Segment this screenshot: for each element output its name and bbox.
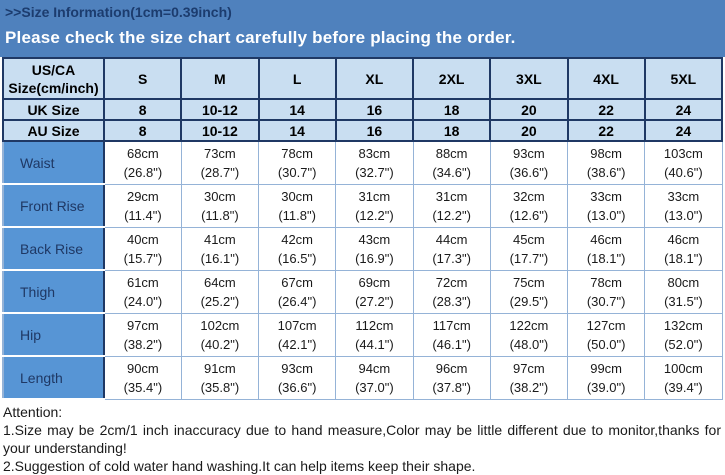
cm-value: 67cm (281, 274, 314, 290)
inch-value: (16.1") (200, 250, 240, 266)
measurement-value-cell (568, 270, 645, 313)
cm-value: 100cm (663, 360, 703, 376)
cm-value: 30cm (203, 188, 236, 204)
measurement-value-cell (259, 270, 336, 313)
inch-value: (35.8") (200, 379, 240, 395)
au-size-value: 14 (259, 120, 336, 141)
cm-value: 117cm (432, 317, 471, 333)
inch-value: (28.3") (432, 293, 471, 309)
size-header-row (3, 58, 722, 99)
cm-value: 93cm (281, 360, 314, 376)
size-header-2xl: 2XL (413, 58, 490, 99)
inch-value: (12.6") (509, 207, 549, 223)
size-warning-text: Please check the size chart carefully before placing the order. (5, 28, 516, 47)
cm-value: 112cm (355, 317, 394, 333)
inch-value: (46.1") (432, 336, 471, 352)
cm-value: 107cm (277, 317, 317, 333)
inch-value: (32.7") (355, 164, 394, 180)
hip-label: Hip (3, 313, 104, 356)
attention-title: Attention: (3, 404, 63, 420)
au-size-row (3, 120, 722, 141)
cm-value: 75cm (512, 274, 545, 290)
measurement-value-cell (413, 141, 490, 184)
inch-value: (13.0") (586, 207, 626, 223)
measurement-value-cell (259, 356, 336, 399)
cm-value: 88cm (435, 145, 468, 161)
cm-value: 33cm (590, 188, 623, 204)
measurement-value-cell (336, 227, 413, 270)
cm-value: 98cm (590, 145, 623, 161)
measurement-value-cell (181, 184, 258, 227)
measurement-value-cell (259, 313, 336, 356)
measurement-value-cell (568, 313, 645, 356)
uk-size-value: 22 (568, 99, 645, 120)
cm-value: 80cm (667, 274, 700, 290)
inch-value: (40.6") (664, 164, 703, 180)
cm-value: 61cm (126, 274, 159, 290)
measurement-value-cell (568, 227, 645, 270)
inch-value: (26.4") (277, 293, 317, 309)
cm-value: 73cm (203, 145, 236, 161)
inch-value: (40.2") (200, 336, 240, 352)
measurement-value-cell (181, 313, 258, 356)
inch-value: (37.8") (432, 379, 471, 395)
size-header-xl: XL (336, 58, 413, 99)
top-banner (0, 0, 725, 57)
cm-value: 122cm (509, 317, 549, 333)
attention-note-2: 2.Suggestion of cold water hand washing.It can help items keep their shape. (3, 458, 476, 474)
measurement-value-cell (336, 184, 413, 227)
inch-value: (24.0") (123, 293, 163, 309)
inch-value: (38.2") (509, 379, 549, 395)
inch-value: (12.2") (432, 207, 471, 223)
uk-size-value: 10-12 (181, 99, 258, 120)
inch-value: (30.7") (277, 164, 317, 180)
inch-value: (17.3") (432, 250, 471, 266)
inch-value: (27.2") (355, 293, 394, 309)
measurement-value-cell (181, 227, 258, 270)
au-size-value: 10-12 (181, 120, 258, 141)
inch-value: (18.1") (664, 250, 703, 266)
cm-value: 96cm (435, 360, 468, 376)
measurement-value-cell (645, 227, 722, 270)
measurement-value-cell (181, 141, 258, 184)
inch-value: (38.6") (586, 164, 626, 180)
size-header-s: S (104, 58, 181, 99)
measurement-value-cell (413, 270, 490, 313)
measurement-value-cell (645, 356, 722, 399)
attention-section (0, 400, 725, 475)
au-size-label: AU Size (3, 120, 104, 141)
au-size-value: 20 (490, 120, 567, 141)
cm-value: 78cm (281, 145, 314, 161)
measurement-value-cell (413, 356, 490, 399)
cm-value: 45cm (512, 231, 545, 247)
thigh-label: Thigh (3, 270, 104, 313)
measurement-value-cell (336, 141, 413, 184)
uk-size-value: 20 (490, 99, 567, 120)
size-header-m: M (181, 58, 258, 99)
inch-value: (11.4") (124, 207, 162, 223)
measurement-value-cell (181, 356, 258, 399)
measurement-value-cell (181, 270, 258, 313)
attention-note-1: 1.Size may be 2cm/1 inch inaccuracy due to hand measure,Color may be little different due to monitor,thanks for your understanding! (3, 422, 721, 456)
length-label: Length (3, 356, 104, 399)
measurement-value-cell (413, 184, 490, 227)
cm-value: 132cm (663, 317, 703, 333)
cm-value: 40cm (126, 231, 159, 247)
size-info-title: >>Size Information(1cm=0.39inch) (5, 4, 232, 20)
cm-value: 33cm (667, 188, 700, 204)
hip-row (3, 313, 722, 356)
back-rise-row (3, 227, 722, 270)
measurement-value-cell (104, 270, 181, 313)
inch-value: (35.4") (123, 379, 163, 395)
measurement-value-cell (336, 313, 413, 356)
measurement-value-cell (104, 184, 181, 227)
cm-value: 72cm (435, 274, 468, 290)
thigh-row (3, 270, 722, 313)
inch-value: (28.7") (200, 164, 240, 180)
cm-value: 99cm (590, 360, 623, 376)
cm-value: 91cm (203, 360, 236, 376)
inch-value: (13.0") (664, 207, 703, 223)
inch-value: (50.0") (586, 336, 626, 352)
measurement-value-cell (104, 227, 181, 270)
front-rise-label: Front Rise (3, 184, 104, 227)
inch-value: (16.5") (277, 250, 317, 266)
uk-size-value: 16 (336, 99, 413, 120)
inch-value: (44.1") (355, 336, 394, 352)
inch-value: (36.6") (277, 379, 317, 395)
measurement-value-cell (490, 313, 567, 356)
uk-size-value: 14 (259, 99, 336, 120)
cm-value: 44cm (435, 231, 468, 247)
inch-value: (11.8") (278, 207, 316, 223)
size-header-l: L (259, 58, 336, 99)
waist-label: Waist (3, 141, 104, 184)
cm-value: 64cm (203, 274, 236, 290)
cm-value: 97cm (512, 360, 545, 376)
measurement-value-cell (104, 356, 181, 399)
inch-value: (34.6") (432, 164, 471, 180)
inch-value: (12.2") (355, 207, 394, 223)
cm-value: 31cm (358, 188, 391, 204)
cm-value: 42cm (281, 231, 314, 247)
au-size-value: 22 (568, 120, 645, 141)
size-chart-table (2, 57, 723, 400)
measurement-value-cell (490, 270, 567, 313)
measurement-value-cell (490, 227, 567, 270)
measurement-value-cell (336, 270, 413, 313)
measurement-value-cell (645, 184, 722, 227)
inch-value: (30.7") (586, 293, 626, 309)
size-header-4xl: 4XL (568, 58, 645, 99)
cm-value: 41cm (203, 231, 236, 247)
measurement-value-cell (490, 356, 567, 399)
cm-value: 102cm (200, 317, 240, 333)
inch-value: (18.1") (586, 250, 626, 266)
inch-value: (29.5") (509, 293, 549, 309)
inch-value: (26.8") (123, 164, 163, 180)
corner-line2: Size(cm/inch) (8, 79, 99, 96)
uk-size-label: UK Size (3, 99, 104, 120)
corner-line1: US/CA (31, 61, 76, 78)
inch-value: (39.4") (664, 379, 703, 395)
inch-value: (42.1") (277, 336, 317, 352)
cm-value: 32cm (512, 188, 545, 204)
measurement-value-cell (568, 184, 645, 227)
inch-value: (36.6") (509, 164, 549, 180)
cm-value: 69cm (358, 274, 391, 290)
inch-value: (39.0") (586, 379, 626, 395)
measurement-value-cell (568, 356, 645, 399)
measurement-value-cell (645, 313, 722, 356)
inch-value: (48.0") (509, 336, 549, 352)
waist-row (3, 141, 722, 184)
uk-size-row (3, 99, 722, 120)
cm-value: 68cm (126, 145, 159, 161)
cm-value: 93cm (512, 145, 545, 161)
cm-value: 94cm (358, 360, 391, 376)
length-row (3, 356, 722, 399)
cm-value: 31cm (435, 188, 468, 204)
front-rise-row (3, 184, 722, 227)
measurement-value-cell (259, 141, 336, 184)
inch-value: (52.0") (664, 336, 703, 352)
measurement-value-cell (490, 141, 567, 184)
cm-value: 127cm (586, 317, 626, 333)
size-header-3xl: 3XL (490, 58, 567, 99)
cm-value: 43cm (358, 231, 391, 247)
au-size-value: 24 (645, 120, 722, 141)
uk-size-value: 18 (413, 99, 490, 120)
measurement-value-cell (645, 270, 722, 313)
measurement-value-cell (413, 227, 490, 270)
measurement-value-cell (259, 184, 336, 227)
inch-value: (37.0") (355, 379, 394, 395)
au-size-value: 18 (413, 120, 490, 141)
measurement-value-cell (104, 141, 181, 184)
inch-value: (38.2") (123, 336, 163, 352)
cm-value: 29cm (126, 188, 159, 204)
inch-value: (25.2") (200, 293, 240, 309)
cm-value: 83cm (358, 145, 391, 161)
uk-size-value: 24 (645, 99, 722, 120)
size-header-5xl: 5XL (645, 58, 722, 99)
inch-value: (15.7") (123, 250, 163, 266)
inch-value: (31.5") (664, 293, 703, 309)
cm-value: 30cm (281, 188, 314, 204)
measurement-value-cell (568, 141, 645, 184)
measurement-value-cell (490, 184, 567, 227)
au-size-value: 16 (336, 120, 413, 141)
measurement-value-cell (645, 141, 722, 184)
corner-header-cell (3, 58, 104, 99)
measurement-value-cell (336, 356, 413, 399)
inch-value: (17.7") (509, 250, 549, 266)
measurement-value-cell (413, 313, 490, 356)
inch-value: (11.8") (201, 207, 239, 223)
inch-value: (16.9") (355, 250, 394, 266)
cm-value: 46cm (667, 231, 700, 247)
au-size-value: 8 (104, 120, 181, 141)
cm-value: 97cm (126, 317, 159, 333)
measurement-value-cell (259, 227, 336, 270)
uk-size-value: 8 (104, 99, 181, 120)
cm-value: 90cm (126, 360, 159, 376)
measurement-value-cell (104, 313, 181, 356)
cm-value: 78cm (590, 274, 623, 290)
back-rise-label: Back Rise (3, 227, 104, 270)
cm-value: 46cm (590, 231, 623, 247)
cm-value: 103cm (663, 145, 703, 161)
